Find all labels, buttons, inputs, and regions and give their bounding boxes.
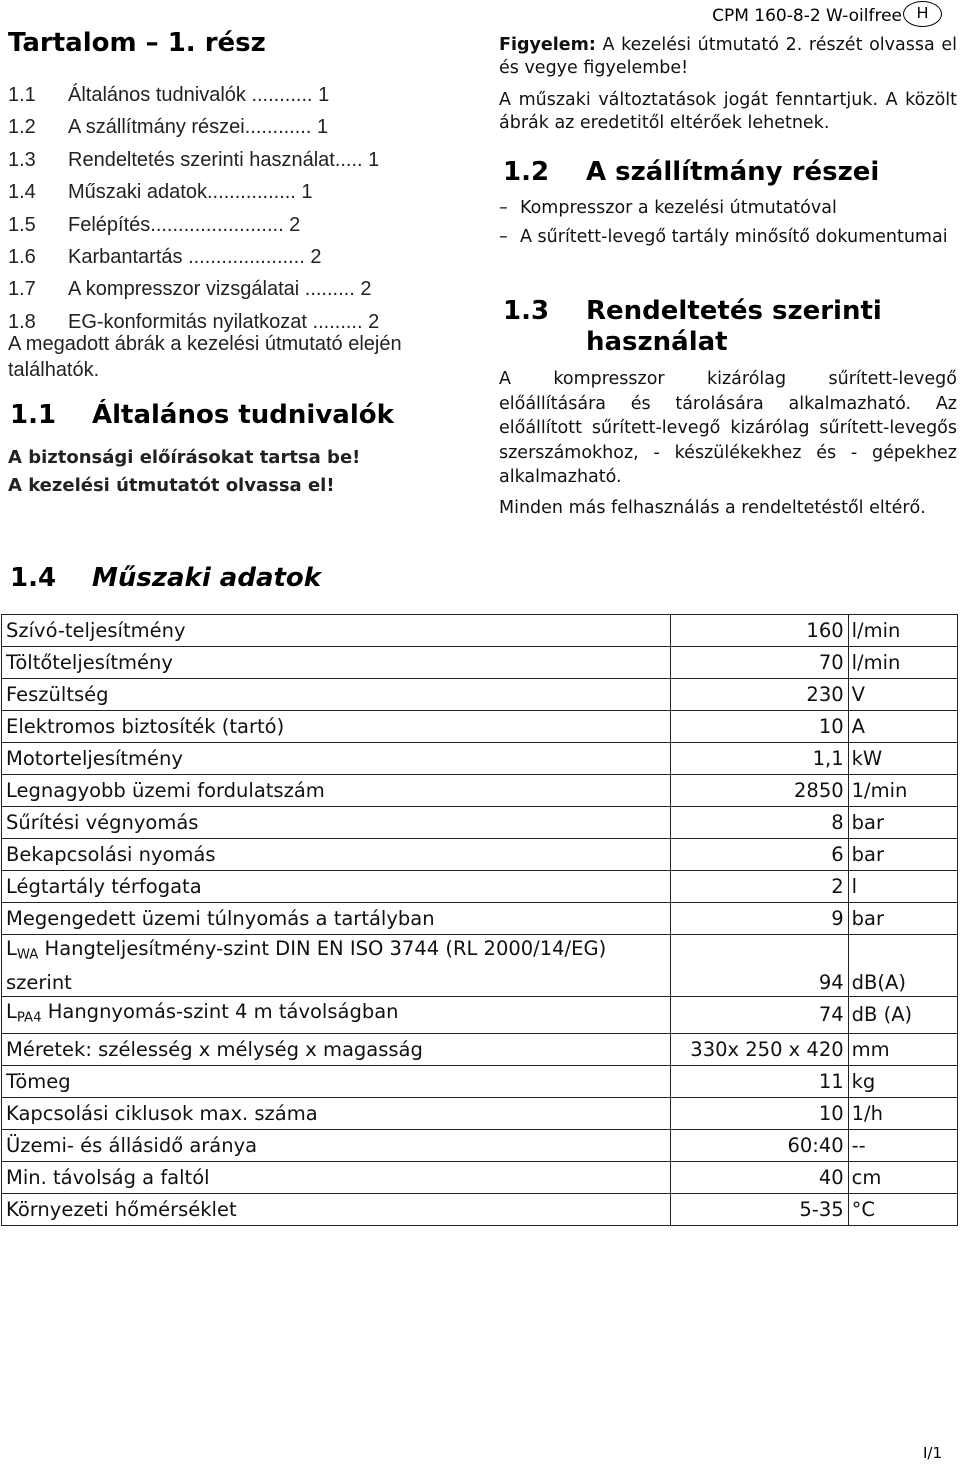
figures-note: A megadott ábrák a kezelési útmutató elején találhatók. <box>8 333 402 381</box>
spec-value: 8 <box>671 807 849 839</box>
toc-item[interactable] <box>8 79 463 111</box>
toc-item-label: A kompresszor vizsgálatai ......... 2 <box>68 278 372 301</box>
intended-use-text: A kompresszor kizárólag sűrített-levegő előállítására és tárolására alkalmazható. Az előállított sűrített-levegő kizárólag sűrített-levegős szerszámokhoz, - készülékekhez és - gépekhez alkalmazható. <box>499 369 957 487</box>
spec-value: 94 <box>671 935 849 997</box>
technical-data-table <box>1 614 958 1226</box>
spec-value: 70 <box>671 647 849 679</box>
spec-label: Légtartály térfogata <box>2 871 671 903</box>
dash-bullet: – <box>499 227 508 247</box>
spec-label: Feszültség <box>2 679 671 711</box>
spec-value: 5-35 <box>671 1194 849 1226</box>
table-row <box>2 1130 958 1162</box>
table-row <box>2 807 958 839</box>
spec-unit: V <box>848 679 957 711</box>
spec-symbol: L <box>6 937 17 961</box>
toc-item[interactable] <box>8 176 463 208</box>
toc-item-label: Felépítés........................ 2 <box>68 213 301 236</box>
section-1-4-heading <box>10 563 321 593</box>
spec-label: Méretek: szélesség x mélység x magasság <box>2 1034 671 1066</box>
spec-unit: dB(A) <box>848 935 957 997</box>
safety-instructions <box>8 444 360 500</box>
spec-symbol-subscript: PA4 <box>16 1010 42 1026</box>
spec-label: Legnagyobb üzemi fordulatszám <box>2 775 671 807</box>
warning-label: Figyelem: <box>499 35 596 55</box>
toc-item-label: EG-konformitás nyilatkozat ......... 2 <box>68 310 380 333</box>
section-1-2-heading <box>503 157 879 188</box>
toc-item-number: 1.6 <box>8 245 36 268</box>
table-row <box>2 839 958 871</box>
section-1-3-heading <box>503 296 926 358</box>
toc-item[interactable] <box>8 111 463 143</box>
page-number: I/1 <box>922 1444 942 1462</box>
spec-label: Min. távolság a faltól <box>2 1162 671 1194</box>
toc-item-label: Rendeltetés szerinti használat..... 1 <box>68 148 380 171</box>
toc-item-number: 1.3 <box>8 148 36 171</box>
safety-line: A biztonsági előírásokat tartsa be! <box>8 447 361 468</box>
spec-unit: dB (A) <box>848 997 957 1034</box>
table-row <box>2 1066 958 1098</box>
spec-value: 9 <box>671 903 849 935</box>
spec-unit: l/min <box>848 647 957 679</box>
section-number: 1.3 <box>503 296 550 326</box>
spec-label: Elektromos biztosíték (tartó) <box>2 711 671 743</box>
spec-unit: A <box>848 711 957 743</box>
spec-label <box>2 997 671 1034</box>
spec-unit: cm <box>848 1162 957 1194</box>
toc-item-label: Karbantartás ..................... 2 <box>68 245 322 268</box>
document-model-header: CPM 160-8-2 W-oilfree <box>712 6 902 26</box>
spec-unit: kW <box>848 743 957 775</box>
toc-item-number: 1.8 <box>8 310 36 333</box>
table-row <box>2 1162 958 1194</box>
toc-item-number: 1.7 <box>8 278 36 301</box>
spec-unit: l/min <box>848 615 957 647</box>
spec-unit: bar <box>848 807 957 839</box>
spec-value: 2 <box>671 871 849 903</box>
spec-label: Sűrítési végnyomás <box>2 807 671 839</box>
toc-item[interactable] <box>8 273 463 305</box>
spec-value: 11 <box>671 1066 849 1098</box>
spec-value: 10 <box>671 1098 849 1130</box>
table-row <box>2 871 958 903</box>
spec-unit: bar <box>848 903 957 935</box>
section-title: A szállítmány részei <box>586 157 880 187</box>
spec-label: Szívó-teljesítmény <box>2 615 671 647</box>
table-row <box>2 997 958 1034</box>
toc-item-label: Műszaki adatok................ 1 <box>68 181 313 204</box>
spec-label-text: Hangteljesítmény-szint DIN EN ISO 3744 (RL 2000/14/EG) szerint <box>6 937 607 994</box>
toc-item-number: 1.2 <box>8 116 36 139</box>
spec-label <box>2 935 671 997</box>
spec-unit: l <box>848 871 957 903</box>
table-row <box>2 903 958 935</box>
spec-value: 10 <box>671 711 849 743</box>
spec-label: Megengedett üzemi túlnyomás a tartályban <box>2 903 671 935</box>
spec-label: Környezeti hőmérséklet <box>2 1194 671 1226</box>
list-item-text: Kompresszor a kezelési útmutatóval <box>520 198 837 218</box>
spec-label: Tömeg <box>2 1066 671 1098</box>
warning-note <box>499 34 957 80</box>
toc-item[interactable] <box>8 241 463 273</box>
table-row <box>2 775 958 807</box>
table-row <box>2 935 958 997</box>
safety-line: A kezelési útmutatót olvassa el! <box>8 475 335 496</box>
spec-label: Kapcsolási ciklusok max. száma <box>2 1098 671 1130</box>
spec-unit: -- <box>848 1130 957 1162</box>
toc-item-number: 1.5 <box>8 213 36 236</box>
spec-label-text: Hangnyomás-szint 4 m távolságban <box>41 1000 399 1023</box>
spec-unit: °C <box>848 1194 957 1226</box>
section-title: Rendeltetés szerinti használat <box>586 296 882 357</box>
delivery-list <box>499 197 957 249</box>
toc-list <box>8 79 463 338</box>
toc-item-number: 1.1 <box>8 84 36 106</box>
spec-label: Bekapcsolási nyomás <box>2 839 671 871</box>
toc-item-label: A szállítmány részei............ 1 <box>68 116 329 139</box>
list-item <box>499 197 957 220</box>
spec-label: Üzemi- és állásidő aránya <box>2 1130 671 1162</box>
table-row <box>2 615 958 647</box>
section-title: Általános tudnivalók <box>92 400 394 430</box>
spec-value: 2850 <box>671 775 849 807</box>
spec-value: 40 <box>671 1162 849 1194</box>
spec-symbol-subscript: WA <box>16 947 39 963</box>
table-row <box>2 1098 958 1130</box>
toc-item-number: 1.4 <box>8 181 36 204</box>
misuse-note: Minden más felhasználás a rendeltetéstől eltérő. <box>499 498 926 518</box>
section-1-1-heading <box>10 400 394 430</box>
table-row <box>2 679 958 711</box>
language-badge: H <box>903 1 942 27</box>
spec-value: 74 <box>671 997 849 1034</box>
spec-value: 230 <box>671 679 849 711</box>
section-number: 1.1 <box>10 400 57 430</box>
spec-value: 160 <box>671 615 849 647</box>
spec-unit: bar <box>848 839 957 871</box>
dash-bullet: – <box>499 198 508 218</box>
spec-unit: kg <box>848 1066 957 1098</box>
spec-value: 1,1 <box>671 743 849 775</box>
list-item-text: A sűrített-levegő tartály minősítő dokumentumai <box>520 227 948 247</box>
spec-unit: 1/min <box>848 775 957 807</box>
toc-item[interactable] <box>8 144 463 176</box>
table-row <box>2 711 958 743</box>
section-title: Műszaki adatok <box>92 563 322 593</box>
table-row <box>2 1194 958 1226</box>
section-number: 1.4 <box>10 563 57 593</box>
spec-value: 6 <box>671 839 849 871</box>
spec-label: Töltőteljesítmény <box>2 647 671 679</box>
table-row <box>2 743 958 775</box>
toc-title: Tartalom – 1. rész <box>8 28 266 58</box>
section-number: 1.2 <box>503 157 550 187</box>
spec-unit: mm <box>848 1034 957 1066</box>
toc-item[interactable] <box>8 209 463 241</box>
table-row <box>2 647 958 679</box>
table-row <box>2 1034 958 1066</box>
warning-text: A kezelési útmutató 2. részét olvassa el és vegye figyelembe! <box>499 35 957 78</box>
spec-value: 330x 250 x 420 <box>671 1034 849 1066</box>
spec-label: Motorteljesítmény <box>2 743 671 775</box>
toc-item-label: Általános tudnivalók ........... 1 <box>68 84 330 106</box>
technical-changes-note: A műszaki változtatások jogát fenntartjuk. A közölt ábrák az eredetitől eltérőek lehetnek. <box>499 90 957 133</box>
spec-value: 60:40 <box>671 1130 849 1162</box>
spec-symbol: L <box>6 1000 17 1023</box>
spec-unit: 1/h <box>848 1098 957 1130</box>
list-item <box>499 226 957 249</box>
